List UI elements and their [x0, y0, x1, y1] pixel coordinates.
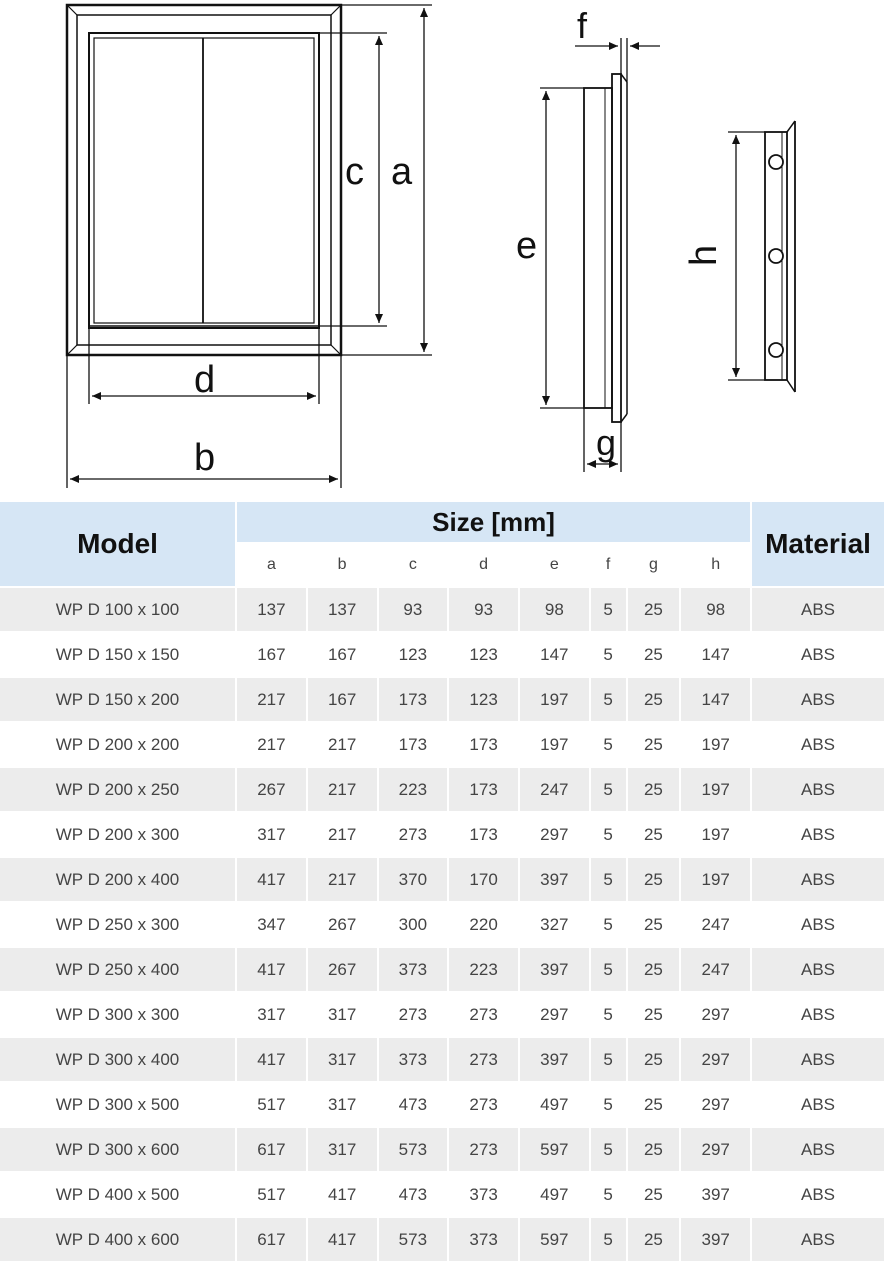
header-size: Size [mm]: [237, 502, 750, 542]
label-b: b: [194, 437, 216, 479]
size-cell: 25: [628, 678, 680, 721]
size-cell: 373: [449, 1173, 518, 1216]
label-c: c: [345, 151, 364, 193]
label-a: a: [391, 151, 413, 193]
size-cell: 197: [681, 813, 750, 856]
model-cell: WP D 300 x 300: [0, 993, 235, 1036]
size-cell: 217: [308, 813, 377, 856]
header-model: Model: [0, 502, 235, 586]
material-cell: ABS: [752, 633, 884, 676]
size-cell: 25: [628, 633, 680, 676]
table-body: [0, 588, 884, 1261]
outer-frame: [67, 5, 341, 355]
table-row: [0, 948, 884, 991]
material-cell: ABS: [752, 858, 884, 901]
column-header: d: [449, 544, 518, 586]
size-cell: 167: [308, 633, 377, 676]
size-cell: 123: [449, 678, 518, 721]
label-h: h: [683, 244, 725, 266]
size-cell: 5: [591, 813, 626, 856]
material-cell: ABS: [752, 1128, 884, 1171]
size-cell: 317: [308, 1038, 377, 1081]
size-cell: 273: [449, 1038, 518, 1081]
size-cell: 170: [449, 858, 518, 901]
size-cell: 573: [379, 1218, 448, 1261]
size-cell: 25: [628, 1128, 680, 1171]
table-row: [0, 1128, 884, 1171]
size-cell: 5: [591, 1083, 626, 1126]
size-cell: 173: [379, 723, 448, 766]
size-cell: 267: [237, 768, 306, 811]
size-cell: 25: [628, 768, 680, 811]
material-cell: ABS: [752, 768, 884, 811]
size-cell: 273: [379, 993, 448, 1036]
inner-frame: [77, 15, 331, 345]
table-row: [0, 1083, 884, 1126]
size-cell: 297: [520, 813, 589, 856]
size-cell: 5: [591, 858, 626, 901]
side-view: [584, 74, 627, 422]
size-cell: 167: [237, 633, 306, 676]
size-cell: 417: [308, 1173, 377, 1216]
size-cell: 317: [237, 993, 306, 1036]
size-cell: 5: [591, 768, 626, 811]
size-cell: 273: [449, 1128, 518, 1171]
size-cell: 5: [591, 1218, 626, 1261]
size-cell: 297: [681, 993, 750, 1036]
material-cell: ABS: [752, 1083, 884, 1126]
label-f: f: [577, 5, 588, 46]
size-cell: 25: [628, 1038, 680, 1081]
size-cell: 297: [520, 993, 589, 1036]
table-row: [0, 903, 884, 946]
size-cell: 317: [308, 1083, 377, 1126]
size-cell: 417: [237, 1038, 306, 1081]
size-cell: 617: [237, 1128, 306, 1171]
size-cell: 173: [449, 723, 518, 766]
size-cell: 93: [379, 588, 448, 631]
model-cell: WP D 300 x 600: [0, 1128, 235, 1171]
size-cell: 25: [628, 993, 680, 1036]
size-cell: 370: [379, 858, 448, 901]
size-cell: 517: [237, 1083, 306, 1126]
size-cell: 597: [520, 1128, 589, 1171]
column-header: h: [681, 544, 750, 586]
model-cell: WP D 400 x 600: [0, 1218, 235, 1261]
size-cell: 517: [237, 1173, 306, 1216]
size-cell: 25: [628, 1083, 680, 1126]
size-cell: 173: [449, 768, 518, 811]
model-cell: WP D 300 x 500: [0, 1083, 235, 1126]
size-cell: 417: [308, 1218, 377, 1261]
size-cell: 373: [379, 1038, 448, 1081]
table-row: [0, 588, 884, 631]
material-cell: ABS: [752, 1038, 884, 1081]
size-cell: 147: [681, 633, 750, 676]
table-row: [0, 1038, 884, 1081]
size-cell: 417: [237, 858, 306, 901]
size-cell: 123: [449, 633, 518, 676]
size-cell: 217: [308, 858, 377, 901]
size-cell: 197: [520, 678, 589, 721]
size-cell: 267: [308, 948, 377, 991]
size-cell: 5: [591, 993, 626, 1036]
size-cell: 197: [681, 768, 750, 811]
size-cell: 217: [237, 723, 306, 766]
size-cell: 137: [237, 588, 306, 631]
model-cell: WP D 250 x 400: [0, 948, 235, 991]
size-cell: 573: [379, 1128, 448, 1171]
size-cell: 5: [591, 633, 626, 676]
table-row: [0, 678, 884, 721]
label-d: d: [194, 359, 216, 401]
size-cell: 497: [520, 1083, 589, 1126]
size-cell: 25: [628, 858, 680, 901]
model-cell: WP D 300 x 400: [0, 1038, 235, 1081]
size-cell: 25: [628, 588, 680, 631]
size-cell: 317: [237, 813, 306, 856]
table-row: [0, 723, 884, 766]
size-cell: 217: [308, 723, 377, 766]
door-outer: [89, 33, 319, 328]
table-row: [0, 813, 884, 856]
size-cell: 397: [520, 858, 589, 901]
size-cell: 98: [681, 588, 750, 631]
model-cell: WP D 200 x 250: [0, 768, 235, 811]
size-cell: 167: [308, 678, 377, 721]
column-header: a: [237, 544, 306, 586]
size-cell: 247: [681, 903, 750, 946]
hinge-view: [765, 121, 795, 392]
size-cell: 247: [681, 948, 750, 991]
size-cell: 93: [449, 588, 518, 631]
material-cell: ABS: [752, 993, 884, 1036]
size-cell: 197: [681, 858, 750, 901]
material-cell: ABS: [752, 1173, 884, 1216]
material-cell: ABS: [752, 723, 884, 766]
size-cell: 397: [681, 1173, 750, 1216]
door-inner: [94, 38, 314, 323]
dimension-f: [575, 38, 660, 82]
front-view: [67, 5, 341, 355]
model-cell: WP D 200 x 200: [0, 723, 235, 766]
size-cell: 597: [520, 1218, 589, 1261]
model-cell: WP D 200 x 300: [0, 813, 235, 856]
table-row: [0, 768, 884, 811]
table-row: [0, 993, 884, 1036]
model-cell: WP D 400 x 500: [0, 1173, 235, 1216]
size-cell: 327: [520, 903, 589, 946]
size-cell: 397: [520, 948, 589, 991]
size-cell: 147: [520, 633, 589, 676]
size-cell: 25: [628, 903, 680, 946]
model-cell: WP D 250 x 300: [0, 903, 235, 946]
label-g: g: [596, 422, 617, 463]
size-cell: 217: [237, 678, 306, 721]
size-cell: 220: [449, 903, 518, 946]
size-cell: 197: [681, 723, 750, 766]
column-header: g: [628, 544, 680, 586]
material-cell: ABS: [752, 1218, 884, 1261]
size-cell: 223: [379, 768, 448, 811]
size-cell: 5: [591, 678, 626, 721]
material-cell: ABS: [752, 588, 884, 631]
size-cell: 25: [628, 1218, 680, 1261]
column-header: f: [591, 544, 626, 586]
dimension-h: [728, 132, 765, 380]
size-cell: 297: [681, 1038, 750, 1081]
size-cell: 5: [591, 948, 626, 991]
size-cell: 25: [628, 948, 680, 991]
size-cell: 197: [520, 723, 589, 766]
model-cell: WP D 150 x 200: [0, 678, 235, 721]
size-cell: 217: [308, 768, 377, 811]
size-cell: 223: [449, 948, 518, 991]
model-cell: WP D 150 x 150: [0, 633, 235, 676]
size-cell: 497: [520, 1173, 589, 1216]
size-cell: 347: [237, 903, 306, 946]
table-row: [0, 1173, 884, 1216]
size-cell: 25: [628, 813, 680, 856]
table-row: [0, 1218, 884, 1261]
material-cell: ABS: [752, 813, 884, 856]
material-cell: ABS: [752, 678, 884, 721]
size-cell: 273: [449, 1083, 518, 1126]
size-cell: 473: [379, 1173, 448, 1216]
size-cell: 5: [591, 588, 626, 631]
size-cell: 5: [591, 1128, 626, 1171]
size-cell: 5: [591, 903, 626, 946]
size-cell: 300: [379, 903, 448, 946]
material-cell: ABS: [752, 903, 884, 946]
column-header: c: [379, 544, 448, 586]
size-cell: 98: [520, 588, 589, 631]
size-cell: 5: [591, 1173, 626, 1216]
column-header: e: [520, 544, 589, 586]
size-cell: 5: [591, 723, 626, 766]
table-row: [0, 858, 884, 901]
size-table-container: [0, 500, 888, 1256]
size-cell: 173: [379, 678, 448, 721]
header-material: Material: [752, 502, 884, 586]
size-cell: 373: [449, 1218, 518, 1261]
size-cell: 25: [628, 1173, 680, 1216]
column-header: b: [308, 544, 377, 586]
dimension-e: [540, 88, 584, 408]
size-cell: 317: [308, 993, 377, 1036]
size-cell: 473: [379, 1083, 448, 1126]
model-cell: WP D 100 x 100: [0, 588, 235, 631]
size-cell: 273: [379, 813, 448, 856]
size-cell: 297: [681, 1128, 750, 1171]
size-cell: 25: [628, 723, 680, 766]
size-cell: 417: [237, 948, 306, 991]
model-cell: WP D 200 x 400: [0, 858, 235, 901]
size-cell: 373: [379, 948, 448, 991]
size-cell: 147: [681, 678, 750, 721]
table-row: [0, 633, 884, 676]
size-cell: 317: [308, 1128, 377, 1171]
size-cell: 273: [449, 993, 518, 1036]
label-e: e: [516, 225, 538, 267]
size-cell: 123: [379, 633, 448, 676]
size-cell: 397: [520, 1038, 589, 1081]
size-cell: 173: [449, 813, 518, 856]
size-cell: 5: [591, 1038, 626, 1081]
size-cell: 137: [308, 588, 377, 631]
size-cell: 617: [237, 1218, 306, 1261]
size-cell: 267: [308, 903, 377, 946]
size-cell: 397: [681, 1218, 750, 1261]
size-cell: 247: [520, 768, 589, 811]
material-cell: ABS: [752, 948, 884, 991]
size-cell: 297: [681, 1083, 750, 1126]
size-table: [0, 500, 886, 1263]
technical-drawing: [0, 0, 888, 500]
